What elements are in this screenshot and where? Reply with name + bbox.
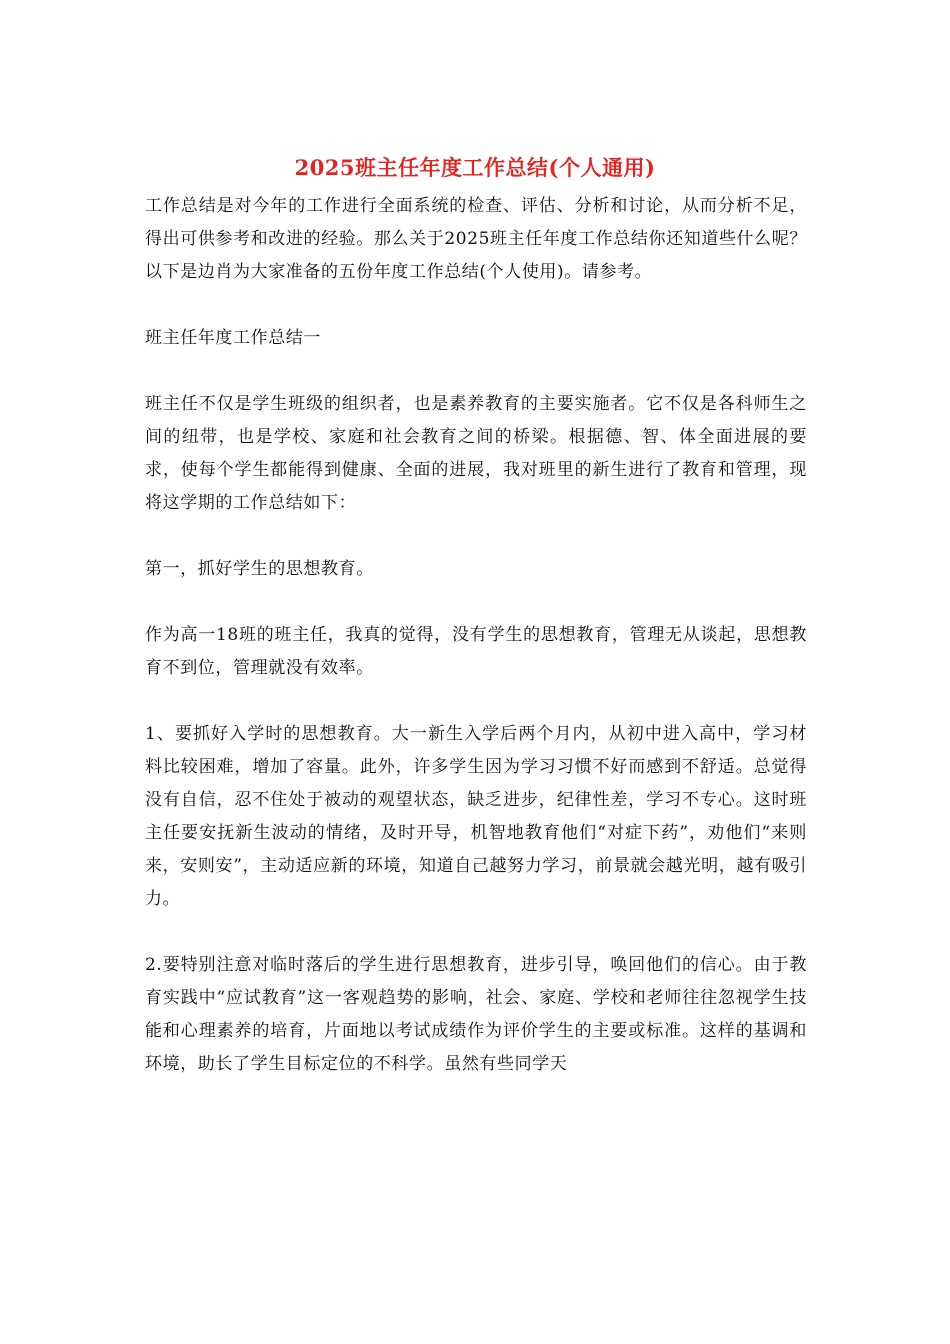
body-paragraph: 班主任不仅是学生班级的组织者，也是素养教育的主要实施者。它不仅是各科师生之间的纽带，也是学校、家庭和社会教育之间的桥梁。根据德、智、体全面进展的要求，使每个学生都能得到健康、全面的进展，我对班里的新生进行了教育和管理，现将这学期的工作总结如下：	[145, 394, 807, 513]
section-heading: 班主任年度工作总结一	[145, 328, 321, 348]
document-title: 2025班主任年度工作总结(个人通用)	[294, 155, 656, 180]
list-item-paragraph: 2.要特别注意对临时落后的学生进行思想教育，进步引导，唤回他们的信心。由于教育实践中“应试教育”这一客观趋势的影响，社会、家庭、学校和老师往往忽视学生技能和心理素养的培育，片面地以考试成绩作为评价学生的主要或标准。这样的基调和环境，助长了学生目标定位的不科学。虽然有些同学天	[145, 955, 807, 1074]
subsection-heading: 第一，抓好学生的思想教育。	[145, 559, 374, 579]
list-item-paragraph: 1、要抓好入学时的思想教育。大一新生入学后两个月内，从初中进入高中，学习材料比较困难，增加了容量。此外，许多学生因为学习习惯不好而感到不舒适。总觉得没有自信，忍不住处于被动的观望状态，缺乏进步，纪律性差，学习不专心。这时班主任要安抚新生波动的情绪，及时开导，机智地教育他们“对症下药”，劝他们“来则来，安则安”，主动适应新的环境，知道自己越努力学习，前景就会越光明，越有吸引力。	[145, 724, 807, 909]
document-body	[145, 190, 807, 1114]
body-paragraph: 作为高一18班的班主任，我真的觉得，没有学生的思想教育，管理无从谈起，思想教育不到位，管理就没有效率。	[145, 625, 807, 678]
intro-paragraph: 工作总结是对今年的工作进行全面系统的检查、评估、分析和讨论，从而分析不足，得出可供参考和改进的经验。那么关于2025班主任年度工作总结你还知道些什么呢？以下是边肖为大家准备的五份年度工作总结(个人使用)。请参考。	[145, 196, 807, 282]
